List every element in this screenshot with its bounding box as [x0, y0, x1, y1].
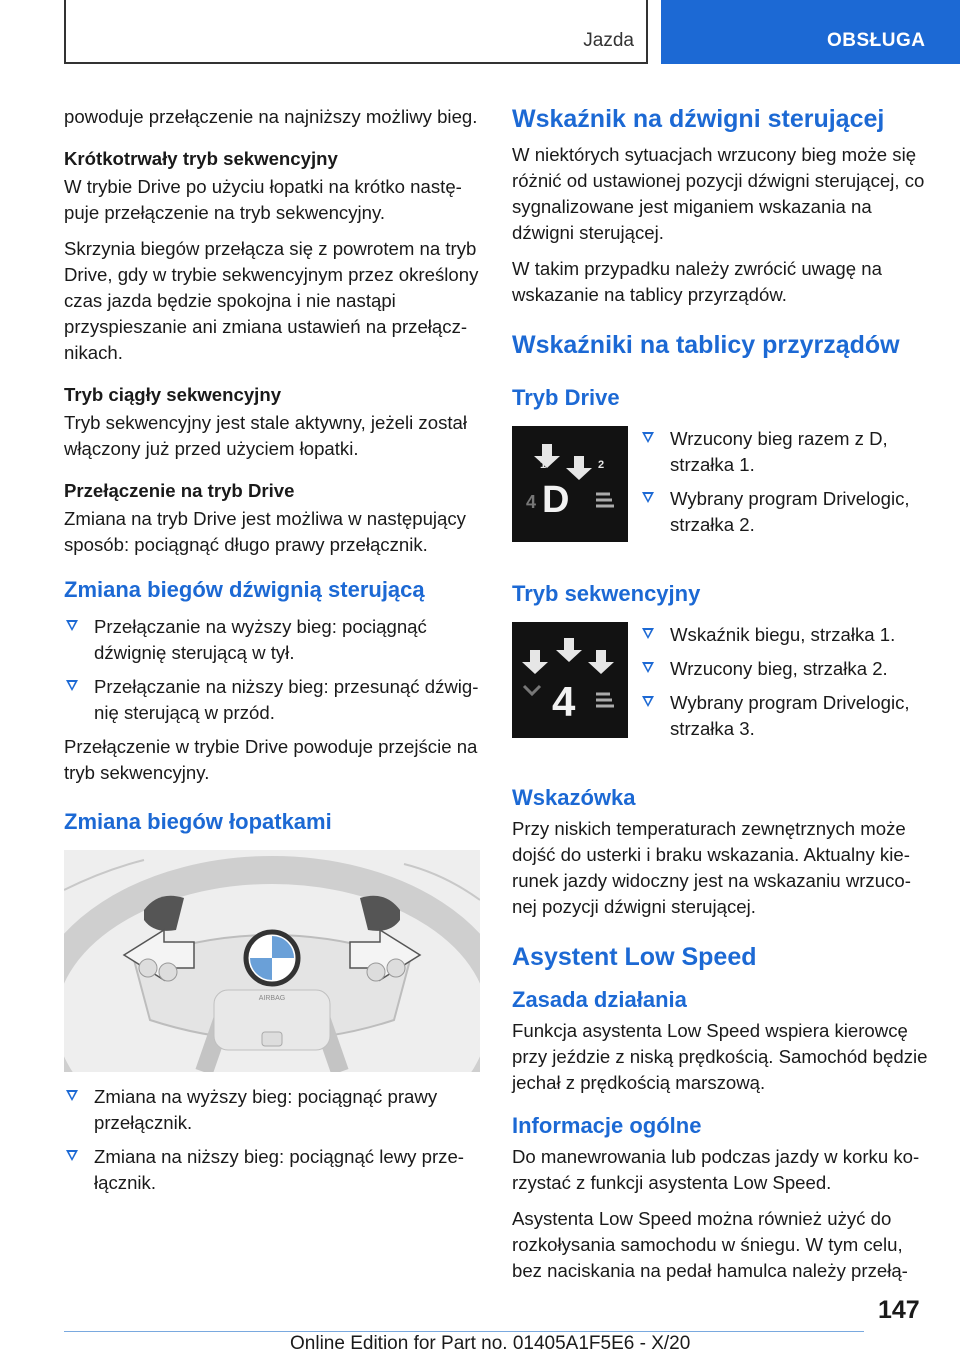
- list-item: Zmiana na niższy bieg: pociągnąć lewy przełącznik.: [64, 1144, 480, 1196]
- triangle-bullet-icon: [66, 1090, 78, 1101]
- list-item: Wybrany program Drivelogic, strzałka 2.: [640, 486, 928, 538]
- drive-mode-display: [512, 426, 628, 542]
- list-item: Przełączanie na wyższy bieg: pociągnąć dźwignię sterującą w tył.: [64, 614, 480, 666]
- triangle-bullet-icon: [66, 620, 78, 631]
- cont-seq-title: Tryb ciągły sekwencyjny: [64, 384, 282, 405]
- short-seq-p1: W trybie Drive po użyciu łopatki na krótko następuje przełączenie na tryb sekwencyjny.: [64, 176, 462, 223]
- note-heading: Wskazówka: [512, 785, 636, 810]
- list-item: Wrzucony bieg razem z D, strzałka 1.: [640, 426, 928, 478]
- principle-heading: Zasada działania: [512, 987, 687, 1012]
- header-box: [64, 0, 648, 64]
- triangle-bullet-icon: [642, 432, 654, 443]
- seq-mode-row: [512, 622, 928, 758]
- header-section: Jazda: [583, 30, 634, 51]
- principle-p: Funkcja asystenta Low Speed wspiera kierowcę przy jeździe z niską prędkością. Samochód będzie jechał z prędkością marszową.: [512, 1020, 928, 1093]
- gear-number: 4: [552, 678, 576, 725]
- lever-p: Przełączenie w trybie Drive powoduje przejście na tryb sekwencyjny.: [64, 736, 478, 783]
- gear-letter: D: [542, 479, 570, 521]
- paddle-heading: Zmiana biegów łopatkami: [64, 809, 332, 834]
- right-column: [512, 104, 928, 1294]
- drive-mode-list: [640, 426, 928, 546]
- drive-mode-row: [512, 426, 928, 554]
- list-item: Wrzucony bieg, strzałka 2.: [640, 656, 928, 682]
- general-p1: Do manewrowania lub podczas jazdy w korku korzystać z funkcji asystenta Low Speed.: [512, 1146, 920, 1193]
- seq-mode-list: [640, 622, 928, 750]
- general-heading: Informacje ogólne: [512, 1113, 702, 1138]
- arrow-mark-2: 2: [568, 644, 574, 655]
- drive-mode-heading: Tryb Drive: [512, 385, 620, 410]
- steering-wheel-illustration: [64, 850, 480, 1072]
- drive-switch-p: Zmiana na tryb Drive jest możliwa w następujący sposób: pociągnąć długo prawy przełącznik.: [64, 508, 466, 555]
- lever-heading: Zmiana biegów dźwignią sterującą: [64, 577, 425, 602]
- short-seq-p2: Skrzynia biegów przełącza się z powrotem na tryb Drive, gdy w trybie sekwencyjnym przez określony czas jazda będzie spokojna i nie nastąpi przyspieszanie ani zmiana ustawień na przełącznikach.: [64, 238, 479, 363]
- indicator-p1: W niektórych sytuacjach wrzucony bieg może się różnić od ustawionej pozycji dźwigni sterującej, co sygnalizowane jest miganiem wskazania na dźwigni sterującej.: [512, 144, 925, 243]
- triangle-bullet-icon: [642, 696, 654, 707]
- arrow-mark-2: 2: [598, 459, 605, 471]
- left-column: [64, 104, 480, 1204]
- short-seq-title: Krótkotrwały tryb sekwencyjny: [64, 148, 338, 169]
- header-tab: [661, 0, 960, 64]
- arrow-mark-1: 1: [540, 459, 547, 471]
- triangle-bullet-icon: [642, 628, 654, 639]
- general-p2: Asystenta Low Speed można również użyć do rozkołysania samochodu w śniegu. W tym celu, bez naciskania na pedał hamulca należy przełą-: [512, 1208, 908, 1281]
- drive-switch-title: Przełączenie na tryb Drive: [64, 480, 295, 501]
- airbag-label: AIRBAG: [258, 995, 286, 1002]
- seq-mode-display: [512, 622, 628, 738]
- header-tab-label: OBSŁUGA: [827, 30, 926, 51]
- footer-divider: [64, 1331, 864, 1332]
- list-item: Wybrany program Drivelogic, strzałka 3.: [640, 690, 928, 742]
- list-item: Przełączanie na niższy bieg: przesunąć dźwignię sterującą w przód.: [64, 674, 480, 726]
- page-number: 147: [878, 1296, 920, 1324]
- paddle-list: [64, 1084, 480, 1196]
- list-item: Zmiana na wyższy bieg: pociągnąć prawy przełącznik.: [64, 1084, 480, 1136]
- footer-edition: Online Edition for Part no. 01405A1F5E6 - X/20: [290, 1333, 691, 1354]
- list-item: Wskaźnik biegu, strzałka 1.: [640, 622, 928, 648]
- cluster-heading: Wskaźniki na tablicy przyrządów: [512, 331, 900, 359]
- triangle-bullet-icon: [642, 662, 654, 673]
- lever-list: [64, 614, 480, 726]
- triangle-bullet-icon: [66, 680, 78, 691]
- arrow-mark-1: 1: [534, 656, 540, 667]
- low-speed-heading: Asystent Low Speed: [512, 943, 757, 971]
- seq-mode-heading: Tryb sekwencyjny: [512, 581, 701, 606]
- note-p: Przy niskich temperaturach zewnętrznych może dojść do usterki i braku wskazania. Aktualny kierunek jazdy widoczny jest na wskazaniu wrzuconej pozycji dźwigni sterującej.: [512, 818, 911, 917]
- arrow-mark-3: 3: [600, 656, 606, 667]
- triangle-bullet-icon: [66, 1150, 78, 1161]
- triangle-bullet-icon: [642, 492, 654, 503]
- intro-text: powoduje przełączenie na najniższy możliwy bieg.: [64, 106, 478, 127]
- indicator-p2: W takim przypadku należy zwrócić uwagę na wskazanie na tablicy przyrządów.: [512, 258, 882, 305]
- gear-small: 4: [526, 492, 537, 512]
- cont-seq-p: Tryb sekwencyjny jest stale aktywny, jeżeli został włączony już przed użyciem łopatki.: [64, 412, 468, 459]
- indicator-heading: Wskaźnik na dźwigni sterującej: [512, 105, 885, 133]
